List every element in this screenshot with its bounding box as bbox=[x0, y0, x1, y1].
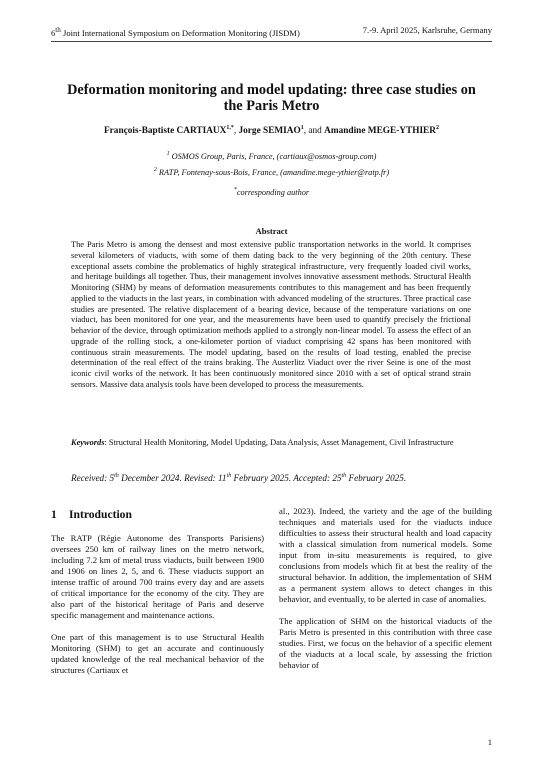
received-part-1: Received: 5 bbox=[71, 473, 115, 483]
author-2: Jorge SEMIAO bbox=[238, 126, 301, 136]
header-left-pre: 6 bbox=[51, 27, 56, 38]
received-sup-3: th bbox=[341, 472, 347, 479]
corresponding-sup: * bbox=[233, 187, 237, 194]
author-1: François-Baptiste CARTIAUX bbox=[104, 126, 227, 136]
corresponding-author-note bbox=[51, 187, 492, 198]
keywords-label: Keywords bbox=[71, 438, 105, 447]
paragraph: The application of SHM on the historical viaducts of the Paris Metro is presented in this contribution with three case studies. First, we focus on the behavior of a specific element of the viaducts at a local scale, by assessing the friction behavior of bbox=[279, 616, 492, 670]
left-column bbox=[51, 533, 264, 687]
paragraph: One part of this management is to use Structural Health Monitoring (SHM) to get an accurate and continuously updated knowledge of the real mechanical behavior of the structures (Cartiaux et bbox=[51, 632, 264, 675]
abstract-body: The Paris Metro is among the densest and most extensive public transportation networks in the world. It comprises several kilometers of viaducts, with some of them dating back to the very beginning of the 20th century. These exceptional assets combine the problematics of highly strategical infrastructure, very frequently loaded civil works, and heritage buildings all together. Thus, their management involves innovative assessment methods. Structural Health Monitoring (SHM) by means of deformation measurements contributes to this management and has been frequently applied to the viaducts in the last years, in combination with advanced modeling of the structures. Three practical case studies are presented. The relative displacement of a bearing device, because of the temperature variations on one viaduct, has been monitored for one year, and the measurements have been used to quantify precisely the frictional behavior of the device, through optimization methods applied to a strongly non-linear model. To assess the effect of an upgrade of the rolling stock, a one-kilometer portion of viaduct comprising 42 spans has been monitored with continuous strain measurements. The model updating, based on the results of load testing, enabled the precise determination of the real effect of the trains braking. The Austerlitz Viaduct over the river Seine is one of the most iconic civil works of the network. It has been continuously monitored since 2010 with a set of optical strand strain sensors. Massive data analysis tools have been developed to process the measurements. bbox=[71, 240, 471, 389]
author-sep-1: , bbox=[233, 126, 239, 136]
section-title: Introduction bbox=[69, 508, 132, 521]
affiliation-1 bbox=[51, 151, 492, 162]
author-3-sup: 2 bbox=[435, 124, 439, 131]
received-dates bbox=[71, 472, 483, 484]
section-heading-introduction bbox=[51, 508, 261, 522]
corresponding-text: corresponding author bbox=[236, 188, 310, 197]
paragraph: al., 2023). Indeed, the variety and the age of the building techniques and materials used for the viaducts induce difficulties to assess their structural health and load capacity with a classical simulation from numerical models. Some input from in-situ measurements is required, to give conclusions from models which fit at best the reality of the structural behavior. In addition, the implementation of SHM as a permanent system allows to detect changes in this behavior, and eventually, to be alerted in case of anomalies. bbox=[279, 506, 492, 604]
received-part-2: December 2024. Revised: 11 bbox=[118, 473, 227, 483]
header-left-post: Joint International Symposium on Deformation Monitoring (JISDM) bbox=[60, 27, 300, 38]
section-number: 1 bbox=[51, 508, 57, 521]
page-number: 1 bbox=[487, 737, 492, 747]
received-part-3: February 2025. Accepted: 25 bbox=[231, 473, 342, 483]
paragraph: The RATP (Régie Autonome des Transports Parisiens) oversees 250 km of railway lines on the metro network, including 7.2 km of metal truss viaducts, built between 1900 and 1906 on lines 2, 5, and 6. These viaducts support an intense traffic of around 700 trains every day and are assets of critical importance for the economy of the city. They are also part of the historical heritage of Paris and deserve specific management and maintenance actions. bbox=[51, 533, 264, 620]
received-sup-2: th bbox=[226, 472, 232, 479]
affiliation-2 bbox=[51, 167, 492, 178]
received-part-4: February 2025. bbox=[346, 473, 407, 483]
affiliation-2-sup: 2 bbox=[153, 167, 157, 174]
right-column bbox=[279, 506, 492, 682]
affiliation-2-text: RATP, Fontenay-sous-Bois, France, (amandine.mege-ythier@ratp.fr) bbox=[156, 168, 390, 177]
header-rule bbox=[51, 41, 492, 42]
header-left-sup: th bbox=[55, 26, 61, 34]
author-1-sup: 1,* bbox=[226, 124, 234, 131]
keywords bbox=[71, 438, 471, 449]
running-header bbox=[51, 25, 492, 39]
received-sup-1: th bbox=[114, 472, 119, 479]
author-3: Amandine MEGE-YTHIER bbox=[324, 126, 436, 136]
author-sep-2: , and bbox=[303, 126, 325, 136]
conference-dates: 7.-9. April 2025, Karlsruhe, Germany bbox=[362, 25, 492, 35]
affiliation-1-text: OSMOS Group, Paris, France, (cartiaux@osmos-group.com) bbox=[169, 152, 377, 161]
keywords-text: : Structural Health Monitoring, Model Updating, Data Analysis, Asset Management, Civil Infrastructure bbox=[104, 438, 454, 447]
paper-title: Deformation monitoring and model updating: three case studies on the Paris Metro bbox=[67, 82, 476, 114]
affiliation-1-sup: 1 bbox=[166, 151, 170, 158]
conference-name bbox=[51, 25, 300, 39]
author-list bbox=[51, 125, 492, 137]
author-2-sup: 1 bbox=[300, 124, 304, 131]
abstract-heading: Abstract bbox=[255, 226, 288, 236]
